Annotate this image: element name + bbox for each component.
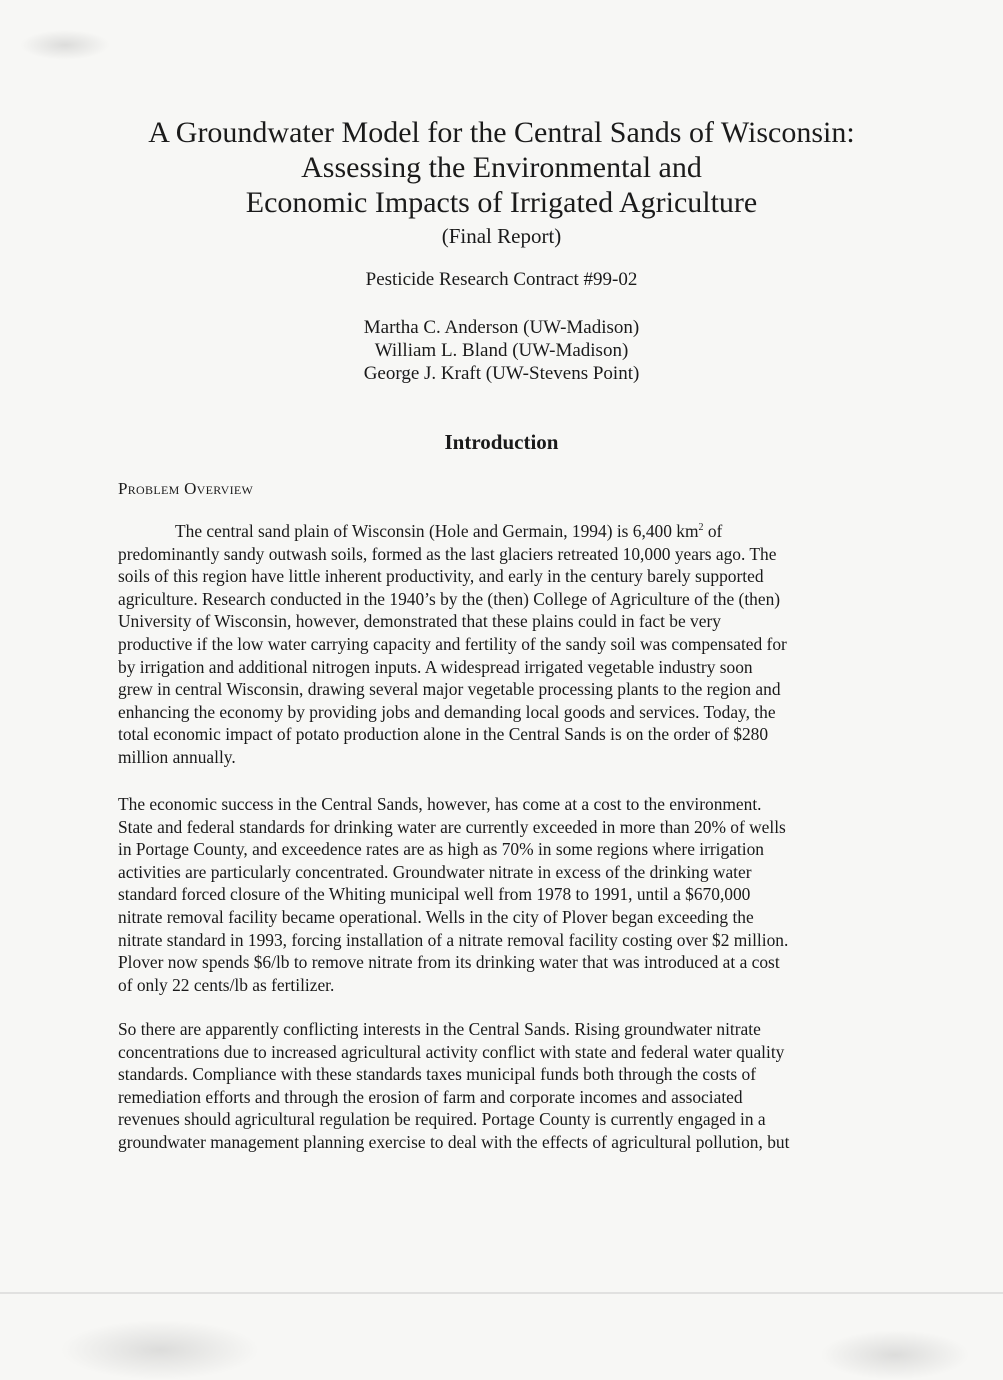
superscript: 2 [698, 522, 704, 533]
author-1: Martha C. Anderson (UW-Madison) [363, 317, 640, 338]
author-2: William L. Bland (UW-Madison) [374, 340, 629, 361]
paragraph-line: predominantly sandy outwash soils, formed as the last glaciers retreated 10,000 years ago. The [118, 543, 777, 564]
paragraph-line: nitrate removal facility became operational. Wells in the city of Plover began exceeding the [118, 906, 754, 927]
paragraph-line: of only 22 cents/lb as fertilizer. [118, 974, 335, 995]
paragraph-line: grew in central Wisconsin, drawing several major vegetable processing plants to the region and [118, 679, 781, 700]
contract-number: Pesticide Research Contract #99-02 [365, 269, 638, 290]
paragraph-line: concentrations due to increased agricultural activity conflict with state and federal water quality [118, 1041, 785, 1062]
paragraph-line: standard forced closure of the Whiting municipal well from 1978 to 1991, until a $670,000 [118, 884, 751, 905]
scan-smudge [820, 1330, 970, 1380]
paragraph-line: soils of this region have little inherent productivity, and early in the century barely supported [118, 566, 764, 587]
paragraph-line: remediation efforts and through the erosion of farm and corporate incomes and associated [118, 1086, 743, 1107]
paragraph-line: University of Wisconsin, however, demonstrated that these plains could in fact be very [118, 611, 721, 632]
paragraph-line: by irrigation and additional nitrogen inputs. A widespread irrigated vegetable industry soon [118, 656, 753, 677]
author-list [0, 316, 1003, 385]
paragraph-line: revenues should agricultural regulation be required. Portage County is currently engaged in a [118, 1109, 766, 1130]
title-line-3: Economic Impacts of Irrigated Agriculture [245, 186, 758, 219]
paragraph-line: nitrate standard in 1993, forcing installation of a nitrate removal facility costing over $2 million. [118, 929, 789, 950]
paragraph-3 [118, 1018, 888, 1154]
paragraph-line: productive if the low water carrying capacity and fertility of the sandy soil was compensated for [118, 633, 787, 654]
section-label: Problem Overview [118, 479, 254, 498]
paragraph-line: agriculture. Research conducted in the 1940’s by the (then) College of Agriculture of the (then) [118, 588, 781, 609]
paragraph-2 [118, 793, 888, 996]
scan-smudge [60, 1320, 260, 1380]
paragraph-line: groundwater management planning exercise to deal with the effects of agricultural pollution, but [118, 1131, 790, 1152]
scan-fold-line [0, 1292, 1003, 1294]
paragraph-line: The central sand plain of Wisconsin (Hole and Germain, 1994) is 6,400 $km^2$ of [175, 521, 723, 541]
paragraph-1 [118, 520, 888, 769]
title-block [0, 115, 1003, 250]
author-3: George J. Kraft (UW-Stevens Point) [363, 363, 640, 384]
scan-smudge [20, 30, 110, 60]
title-line-1: A Groundwater Model for the Central Sands of Wisconsin: [148, 116, 855, 149]
paragraph-line: So there are apparently conflicting interests in the Central Sands. Rising groundwater nitrate [118, 1019, 761, 1039]
paragraph-line: State and federal standards for drinking water are currently exceeded in more than 20% of wells [118, 816, 786, 837]
paragraph-line: The economic success in the Central Sands, however, has come at a cost to the environment. [118, 794, 762, 814]
title-line-2: Assessing the Environmental and [301, 151, 702, 184]
paragraph-line: standards. Compliance with these standards taxes municipal funds both through the costs of [118, 1064, 757, 1085]
paragraph-line: in Portage County, and exceedence rates are as high as 70% in some regions where irrigation [118, 839, 764, 860]
paragraph-line: total economic impact of potato production alone in the Central Sands is on the order of $280 [118, 724, 769, 745]
paragraph-line: million annually. [118, 746, 236, 767]
section-heading: Introduction [444, 430, 559, 454]
paragraph-line: Plover now spends $6/lb to remove nitrate from its drinking water that was introduced at a cost [118, 952, 780, 973]
paragraph-line: activities are particularly concentrated. Groundwater nitrate in excess of the drinking water [118, 861, 752, 882]
paragraph-line: enhancing the economy by providing jobs and demanding local goods and services. Today, the [118, 701, 776, 722]
subtitle: (Final Report) [441, 224, 562, 248]
